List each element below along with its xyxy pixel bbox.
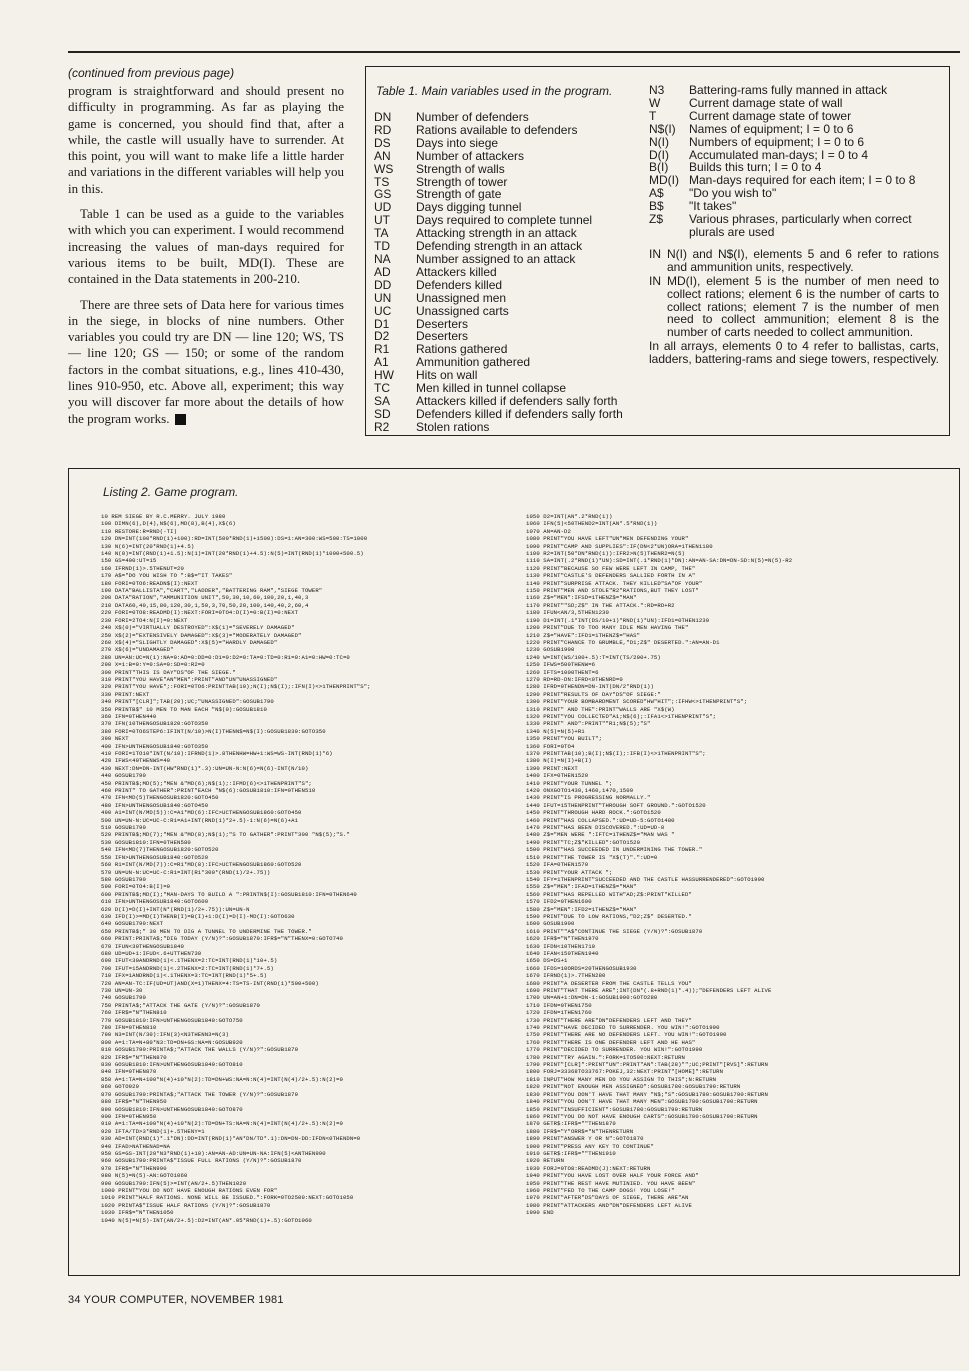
variable-description: Attackers killed if defenders sally forth bbox=[416, 393, 618, 408]
variable-row bbox=[374, 124, 639, 137]
variable-description: Defending strength in an attack bbox=[416, 239, 583, 254]
variable-name: MD(I) bbox=[649, 173, 679, 188]
listing-code-right: 1050 D2=INT(AN*.2*RND(1)) 1060 IFN(5)<50THEND2=INT(AN*.5*RND(1)) 1070 AN=AN-D2 1080 PRINT"YOU HAVE LEFT"UN"MEN DEFENDING YOUR" 1090 PRINT"CAMP AND SUPPLIES":IF(DN<2*UN)ORA=1THEN1180 1100 R2=INT(50*DN*RND(1)):IFR2>N(5)THENR2=N(5) 1110 SA=INT(.2*RND(1)*UN):SD=INT(.1*RND(1)*DN):AN=AN-SA:DN=DN-SD:N(5)=N(5)-R2 1120 PRINT"BECAUSE SO FEW WERE LEFT IN CAMP, THE" 1130 PRINT"CASTLE'S DEFENDERS SALLIED FORTH IN A" 1140 PRINT"SURPRISE ATTACK. THEY KILLED"SA"OF YOUR" 1150 PRINT"MEN AND STOLE"R2"RATIONS,BUT THEY LOST" 1160 Z$="MEN":IFSD=1THENZ$="MAN" 1170 PRINT""SD;Z$" IN THE ATTACK.":RD=RD+R2 1180 IFUN<AN/3,5THEN1230 1190 D1=INT(.1*INT(DS/10+1)*RND(1)*UN):IFD1=0THEN1230 1200 PRINT"DUE TO TOO MANY IDLE MEN HAVING THE" 1210 Z$="HAVE":IFD1=1THENZ$="HAS" 1220 PRINT"CHANCE TO GRUMBLE,"D1;Z$" DESERTED.":AN=AN-D1 1230 GOSUB1900 1240 W=INT(WS/100+.5):T=INT(TS/200+.75) 1250 IFWS=500THENW=6 1260 IFTS=1000THENT=6 1270 RD=RD-DN:IFRD<0THENRD=0 1280 IFRD=0THENDN=DN-INT(DN/2*RND(1)) 1290 PRINT"RESULTS OF DAY"DS"OF SIEGE:" 1300 PRINT"YOUR BOMBARDMENT SCORED"HW"HIT";:IFHW<>1THENPRINT"S"; 1310 PRINT" AND THE":PRINT"WALLS ARE "X$(W) 1320 PRINT"YOU COLLECTED"A1;N$(6);:IFA1<>1THENPRINT"S"; 1330 PRINT" AND":PRINT""R1;N$(5);"S" 1340 N(5)=N(5)+R1 1350 PRINT"YOU BUILT"; 1360 FORI=0TO4 1370 PRINTTAB(10);B(I);N$(I);:IFB(I)<>1THENPRINT"S"; 1380 N(I)=N(I)+B(I) 1390 PRINT:NEXT 1400 IFX=0THEN1520 1410 PRINT"YOUR TUNNEL "; 1420 ONXGOTO1430,1460,1470,1500 1430 PRINT"IS PROGRESSING NORMALLY." 1440 IFUT=15THENPRINT"THROUGH SOFT GROUND.":GOTO1520 1450 PRINT"THROUGH HARD ROCK.":GOTO1520 1460 PRINT"HAS COLLAPSED.":UD=UD-5:GOTO1480 1470 PRINT"HAS BEEN DISCOVERED.":UD=UD-8 1480 Z$="MEN WERE ":IFTC=1THENZ$="MAN WAS " 1490 PRINT"TC;Z$"KILLED":GOTO1520 1500 PRINT"HAS SUCCEEDED IN UNDERMINING THE TOWER." 1510 PRINT"THE TOWER IS "X$(T)".":UD=0 1520 IFA=0THEN1570 1530 PRINT"YOUR ATTACK "; 1540 IFY=1THENPRINT"SUCCEEDED AND THE CASTLE HASSURRENDERED":GOTO1990 1550 Z$="MEN":IFAD=1THENZ$="MAN" 1560 PRINT"HAS REPELLED WITH"AD;Z$:PRINT"KILLED" 1570 IFD2=0THEN1600 1580 Z$="MEN":IFD2=1THENZ$="MAN" 1590 PRINT"DUE TO LOW RATIONS,"D2;Z$" DESERTED." 1600 GOSUB1900 1610 PRINT""A$"CONTINUE THE SIEGE (Y/N)?":GOSUB1870 1620 IFR$="N"THEN1970 1630 IFDN<10THEN1710 1640 IFAN<150THEN1940 1650 DS=DS+1 1660 IFDS=10ORDS=20THENGOSUB1930 1670 IFRND(1)>.7THEN280 1680 PRINT"A DESERTER FROM THE CASTLE TELLS YOU" 1690 PRINT"THAT THERE ARE";INT(DN*(.8+RND(1)*.4));"DEFENDERS LEFT ALIVE 1700 UN=AN+1:DN=DN-1:GOSUB1900:GOTO280 1710 IFDN=0THEN1750 1720 IFDN=1THEN1760 1730 PRINT"THERE ARE"DN"DEFENDERS LEFT AND THEY" 1740 PRINT"HAVE DECIDED TO SURRENDER. YOU WIN!":GOTO1990 1750 PRINT"THERE ARE NO DEFENDERS LEFT. YOU WIN!":GOTO1990 1760 PRINT"THERE IS ONE DEFENDER LEFT AND HE HAS" 1770 PRINT"DECIDED TO SURRENDER. YOU WIN!":GOTO1990 1780 PRINT"TRY AGAIN.":FORK=1TO500:NEXT:RETURN 1790 PRINT"[CLR]":PRINT"UN":PRINT"AN":TAB(28)"";UC;PRINT"[RVS]":RETURN 1800 FORJ=33368TO33767:POKEJ,32:NEXT:PRINT"[HOME]":RETURN 1810 INPUT"HOW MANY MEN DO YOU ASSIGN TO THIS";N:RETURN 1820 PRINT"NOT ENOUGH MEN ASSIGNED":GOSUB1780:GOSUB1790:RETURN 1830 PRINT"YOU DON'T HAVE THAT MANY "N$;"S":GOSUB1780:GOSUB1790:RETURN 1840 PRINT"YOU DON'T HAVE THAT MANY MEN":GOSUB1780:GOSUB1790:RETURN 1850 PRINT"INSUFFICIENT":GOSUB1780:GOSUB1790:RETURN 1860 PRINT"YOU DO NOT HAVE ENOUGH CARTS":GOSUB1780:GOSUB1790:RETURN 1870 GETR$:IFR$=""THEN1870 1880 IFR$="Y"ORR$="N"THENRETURN 1890 PRINT"ANSWER Y OR N":GOTO1870 1900 PRINT"PRESS ANY KEY TO CONTINUE" 1910 GETR$:IFR$=""THEN1910 1920 RETURN 1930 FORJ=0TO8:READMD(J):NEXT:RETURN 1940 PRINT"YOU HAVE LOST OVER HALF YOUR FORCE AND" 1950 PRINT"THE REST HAVE MUTINIED. YOU HAVE BEEN" 1960 PRINT"FED TO THE CAMP DOGS! YOU LOSE!" 1970 PRINT"AFTER"DS"DAYS OF SIEGE, THERE ARE"AN 1980 PRINT"ATTACKERS AND"DN"DEFENDERS LEFT ALIVE 1990 END bbox=[526, 513, 793, 1217]
variable-description: Men killed in tunnel collapse bbox=[416, 381, 567, 396]
variable-description: Days required to complete tunnel bbox=[416, 213, 593, 228]
variable-description: Deserters bbox=[416, 316, 469, 331]
listing-code-left: 10 REM SIEGE BY R.C.MERRY. JULY 1980 100 DIMN(6),D(4),N$(6),MD(8),B(4),X$(6) 110 RESTORE:R=RND(-TI) 120 DN=INT(100*RND(1)+100):RD=INT(500*RND(1)+1500):DS=1:AN=300:WS=500:TS=1000 130 N(6)=INT(20*RND(1)+4.5) 140 N(0)=INT(RND(1)+1.5):N(1)=INT(20*RND(1)+4.5):N(5)=INT(RND(1)*1000+500.5) 150 GS=400:UT=15 160 IFRND(1)>.5THENUT=20 170 A$="DO YOU WISH TO ":B$="IT TAKES" 180 FORI=0TO6:READN$(I):NEXT 190 DATA"BALLISTA","CART","LADDER","BATTERING RAM","SIEGE TOWER" 200 DATA"RATION","AMMUNITION UNIT",50,30,10,60,100,20,1,40,3 210 DATA60,40,15,80,120,30,1,50,3,70,50,20,100,140,40,2,60,4 220 FORI=0TO8:READMD(I):NEXT:FORI=0TO4:D(I)=0:B(I)=0:NEXT 230 FORI=2TO4:N(I)=0:NEXT 240 X$(0)="VIRTUALLY DESTROYED":X$(1)="SEVERELY DAMAGED" 250 X$(2)="EXTENSIVELY DAMAGED":X$(3)="MODERATELY DAMAGED" 260 X$(4)="SLIGHTLY DAMAGED":X$(5)="HARDLY DAMAGED" 270 X$(6)="UNDAMAGED" 280 UN=AN:UC=N(1):NA=0:AD=0:DD=0:D1=0:D2=0:TA=0:TD=0:R1=0:A1=0:HW=0:TC=0 290 X=1:B=0:Y=0:SA=0:SD=0:R2=0 300 PRINT"THIS IS DAY"DS"OF THE SIEGE." 310 PRINT"YOU HAVE"AN"MEN":PRINT"AND"UN"UNASSIGNED" 320 PRINT"YOU HAVE";:FORI=0TO6:PRINTTAB(10);N(I);N$(I);:IFN(I)<>1THENPRINT"S"; 330 PRINT:NEXT 340 PRINT"[CLR]";TAB(20);UC;"UNASSIGNED":GOSUB1790 350 PRINTB$" 10 MEN TO MAN EACH "N$(0):GOSUB1810 360 IFN=0THEN440 370 IFN(10THENGOSUB1820:GOTO350 380 FORI=0TO6STEP6:IFINT(N/10)>N(I)THENN$=N$(I):GOSUB1830:GOTO350 390 NEXT 400 IFN>UNTHENGOSUB1840:GOTO350 410 FORI=1TO10*INT(N/10):IFRND(1)>.8THENHW=HW+1:WS=WS-INT(RND(1)*6) 420 IFWS<40THENWS=40 430 NEXT:DN=DN-INT(HW*RND(1)*.3):UN=UN-N:N(6)=N(6)-INT(N/10) 440 GOSUB1790 450 PRINTB$;MD(5);"MEN &"MD(6);N$(1);:IFMD(6)<>1THENPRINT"S"; 460 PRINT" TO GATHER":PRINT"EACH "N$(6):GOSUB1810:IFN=0THEN510 470 IFN<MD(5)THENGOSUB1820:GOTO450 480 IFN>UNTHENGOSUB1840:GOTO450 490 A1=INT(N/MD(5)):C=A1*MD(6):IFC>UCTHENGOSUB1860:GOTO450 500 UN=UN-N:UC=UC-C:R1=A1+INT(RND(1)*2+.5)-1:N(6)=N(6)+A1 510 GOSUB1790 520 PRINTB$;MD(7);"MEN &"MD(8);N$(1);"S TO GATHER":PRINT"300 "N$(5);"S." 530 GOSUB1810:IFN=0THEN580 540 IFN<MD(7)THENGOSUB1820:GOTO520 550 IFN>UNTHENGOSUB1840:GOTO520 560 R1=INT(N/MD(7)):C=R1*MD(8):IFC>UCTHENGOSUB1860:GOTO520 570 UN=UN-N:UC=UC-C:R1=INT(R1*300*(RND(1)/2+.75)) 580 GOSUB1790 590 FORI=0TO4:B(I)=0 600 PRINTB$;MD(I);"MAN-DAYS TO BUILD A ":PRINTN$(I):GOSUB1810:IFN=0THEN640 610 IFN>UNTHENGOSUB1840:GOTO600 620 D(I)=D(I)+INT(N*(RND(1)/2+.75)):UN=UN-N 630 IFD(I)>=MD(I)THENB(I)=B(I)+1:D(I)=D(I)-MD(I):GOTO630 640 GOSUB1790:NEXT 650 PRINTB$;" 30 MEN TO DIG A TUNNEL TO UNDERMINE THE TOWER." 660 PRINT:PRINTA$;"DIG TODAY (Y/N)?":GOSUB1870:IFR$="N"THENX=0:GOTO740 670 IFUN<30THENGOSUB1840 680 UD=UD+1:IFUD<.6+UTTHEN730 690 IFUT<30ANDRND(1)<.1THENX=2:TC=INT(RND(1)*10+.5) 700 IFUT=15ANDRND(1)<.2THENX=2:TC=INT(RND(1)*7+.5) 710 IFX=1ANDRND(1)<.1THENX=3:TC=INT(RND(1)*5+.5) 720 AN=AN-TC:IF(UD=UT)AND(X=1)THENX=4:TS=TS-INT(RND(1)*500+500) 730 UN=UN-30 740 GOSUB1790 750 PRINTA$;"ATTACK THE GATE (Y/N)?":GOSUB1870 760 IFR$="N"THEN810 770 GOSUB1810:IFN>UNTHENGOSUB1840:GOTO750 780 IFN=0THEN810 790 N3=INT(N/30):IFN(3)<N3THENN3=N(3) 800 A=1:TA=N+80*N3:TD=DN+GS:NA=N:GOSUB920 810 GOSUB1790:PRINTA$;"ATTACK THE WALLS (Y/N)?":GOSUB1870 820 IFR$="N"THEN870 830 GOSUB1810:IFN>UNTHENGOSUB1840:GOTO810 840 IFN=0THEN870 850 A=1:TA=N+100*N(4)+10*N(2):TD=DN+WS:NA=N:N(4)=INT(N(4)/2+.5):N(2)=0 860 GOTO920 870 GOSUB1790:PRINTA$;"ATTACK THE TOWER (Y/N)?":GOSUB1870 880 IFR$="N"THEN950 890 GOSUB1810:IFN>UNTHENGOSUB1840:GOTO870 900 IFN=0THEN950 910 A=1:TA=N+100*N(4)+10*N(2):TD=DN+TS:NA=N:N(4)=INT(N(4)/2+.5):N(2)=0 920 IFTA/TD>3*RND(1)+.5THENY=1 930 AD=INT(RND(1)*.1*DN):DD=INT(RND(1)*AN*DN/TD*.1):DN=DN-DD:IFDN<0THENDN=0 940 IFAD>NATHENAD=NA 950 GS=GS-INT(20*N3*RND(1)+10):AN=AN-AD:UN=UN-NA:IFN(5)<ANTHEN990 960 GOSUB1790:PRINTA$"ISSUE FULL RATIONS (Y/N)?":GOSUB1870 970 IFR$="N"THEN990 980 N(5)=N(5)-AN:GOTO1060 990 GOSUB1790:IFN(5)>=INT(AN/2+.5)THEN1020 1000 PRINT"YOU DO NOT HAVE ENOUGH RATIONS EVEN FOR" 1010 PRINT"HALF RATIONS. NONE WILL BE ISSUED.":FORK=0TO2500:NEXT:GOTO1050 1020 PRINTA$"ISSUE HALF RATIONS (Y/N)?":GOSUB1870 1030 IFR$="N"THEN1050 1040 N(5)=N(5)-INT(AN/2+.5):D2=INT(AN*.05*RND(1)+.5):GOTO1060 bbox=[101, 513, 371, 1224]
variable-row bbox=[649, 213, 939, 239]
variable-row bbox=[649, 123, 939, 136]
variable-name: UD bbox=[374, 200, 392, 215]
variable-description: Number assigned to an attack bbox=[416, 251, 576, 266]
variable-description: Defenders killed bbox=[416, 277, 503, 292]
variable-row bbox=[374, 163, 639, 176]
variable-description: Battering-rams fully manned in attack bbox=[689, 83, 888, 97]
note-text: In all arrays, elements 0 to 4 refer to ballistas, carts, ladders, battering-rams and siege towers, respectively. bbox=[649, 339, 939, 367]
variable-row bbox=[649, 84, 939, 97]
variable-row bbox=[374, 137, 639, 150]
variable-name: DS bbox=[374, 135, 391, 150]
variable-row bbox=[374, 318, 639, 331]
variable-name: RD bbox=[374, 122, 392, 137]
article-paragraph-text: There are three sets of Data here for various times in the siege, in blocks of nine numbers. Other variables you could try are DN — line 120; WS, TS — line 120; GS — 150; or some of the random factors in the combat situations, e.g., lines 410-430, lines 910-950, etc. Above all, experiment; this way you will discover far more about the details of how the program works. bbox=[68, 296, 344, 426]
variable-name: GS bbox=[374, 187, 392, 202]
variable-name: D(I) bbox=[649, 147, 669, 162]
variables-table bbox=[365, 66, 950, 436]
variable-description: Unassigned carts bbox=[416, 303, 509, 318]
table-title: Table 1. Main variables used in the program. bbox=[376, 84, 613, 98]
variables-right-list bbox=[649, 84, 939, 239]
variable-description: Strength of walls bbox=[416, 161, 505, 176]
variable-name: TA bbox=[374, 226, 389, 241]
article-paragraph: program is straightforward and should present no difficulty in programming. As far as playing the game is concerned, you should find that, after a while, the castle will usually have to surrender. At this point, you will want to make life a little harder and variations in the different variables will help you in this. bbox=[68, 83, 344, 196]
variable-description: Number of attackers bbox=[416, 148, 525, 163]
variable-description: Days digging tunnel bbox=[416, 200, 522, 215]
variable-row bbox=[374, 382, 639, 395]
variable-row bbox=[374, 305, 639, 318]
variable-description: Accumulated man-days; I = 0 to 4 bbox=[689, 147, 869, 162]
variable-name: B$ bbox=[649, 199, 664, 214]
variable-name: A$ bbox=[649, 186, 664, 201]
variable-name: B(I) bbox=[649, 160, 669, 175]
article-paragraph: Table 1 can be used as a guide to the variables with which you can experiment. I would recommend increasing the values of man-days required for various items to be built, MD(I). These are contained in the Data statements in 200-210. bbox=[68, 206, 344, 287]
variable-row bbox=[649, 136, 939, 149]
top-rule bbox=[68, 51, 960, 53]
variable-row bbox=[374, 150, 639, 163]
variable-name: D2 bbox=[374, 329, 390, 344]
table-note bbox=[649, 340, 939, 366]
variable-row bbox=[374, 395, 639, 408]
variable-description: Rations gathered bbox=[416, 342, 508, 357]
variable-description: "Do you wish to" bbox=[689, 186, 777, 201]
variable-name: R1 bbox=[374, 342, 390, 357]
note-text: N(I) and N$(I), elements 5 and 6 refer to rations and ammunition units, respectively. bbox=[667, 246, 939, 274]
variable-row bbox=[649, 97, 939, 110]
variable-description: Attacking strength in an attack bbox=[416, 226, 577, 241]
table-notes bbox=[649, 248, 939, 366]
variable-name: AD bbox=[374, 264, 391, 279]
variable-name: UT bbox=[374, 213, 390, 228]
variable-name: UC bbox=[374, 303, 392, 318]
variable-description: Strength of gate bbox=[416, 187, 502, 202]
variable-row bbox=[374, 266, 639, 279]
variable-description: Numbers of equipment; I = 0 to 6 bbox=[689, 134, 865, 149]
variable-row bbox=[374, 111, 639, 124]
end-of-article-mark bbox=[175, 414, 186, 425]
variable-name: HW bbox=[374, 368, 394, 383]
variable-row bbox=[649, 110, 939, 123]
variable-name: TS bbox=[374, 174, 390, 189]
variable-description: Ammunition gathered bbox=[416, 355, 531, 370]
variable-row bbox=[374, 356, 639, 369]
variable-description: Hits on wall bbox=[416, 368, 478, 383]
variable-description: Days into siege bbox=[416, 135, 499, 150]
variable-description: Stolen rations bbox=[416, 419, 490, 434]
article-body bbox=[68, 83, 344, 427]
variable-description: Attackers killed bbox=[416, 264, 497, 279]
variable-name: NA bbox=[374, 251, 391, 266]
variable-name: TC bbox=[374, 381, 390, 396]
variable-name: R2 bbox=[374, 419, 390, 434]
variable-description: Current damage state of wall bbox=[689, 95, 843, 110]
note-text: MD(I), element 5 is the number of men need to collect rations; element 6 is the number of carts to collect rations; element 7 is the number of men need to collect ammunition; element 8 is the number of carts needed to collect ammunition. bbox=[667, 273, 939, 340]
variable-description: Unassigned men bbox=[416, 290, 507, 305]
variable-name: WS bbox=[374, 161, 394, 176]
variable-name: SD bbox=[374, 406, 391, 421]
variable-name: TD bbox=[374, 239, 390, 254]
variables-right-column bbox=[649, 84, 939, 367]
variable-name: N(I) bbox=[649, 134, 669, 149]
variable-row bbox=[374, 279, 639, 292]
variable-name: UN bbox=[374, 290, 392, 305]
page-footer: 34 YOUR COMPUTER, NOVEMBER 1981 bbox=[68, 1294, 284, 1306]
variable-description: Deserters bbox=[416, 329, 469, 344]
table-note bbox=[649, 248, 939, 274]
variable-row bbox=[374, 421, 639, 434]
variables-left-column bbox=[374, 111, 639, 434]
variable-row bbox=[374, 253, 639, 266]
variable-description: Strength of tower bbox=[416, 174, 508, 189]
variable-row bbox=[374, 408, 639, 421]
variable-description: Rations available to defenders bbox=[416, 122, 578, 137]
article-paragraph bbox=[68, 297, 344, 427]
variable-name: Z$ bbox=[649, 212, 664, 227]
variable-row bbox=[374, 292, 639, 305]
variable-name: DD bbox=[374, 277, 392, 292]
listing-title: Listing 2. Game program. bbox=[103, 485, 239, 499]
variable-description: Current damage state of tower bbox=[689, 108, 852, 123]
note-prefix: IN bbox=[649, 246, 661, 261]
variable-name: T bbox=[649, 108, 657, 123]
variable-description: Man-days required for each item; I = 0 to 8 bbox=[689, 173, 916, 188]
table-note bbox=[649, 275, 939, 340]
variable-description: Number of defenders bbox=[416, 110, 529, 124]
variable-name: SA bbox=[374, 393, 391, 408]
variable-name: D1 bbox=[374, 316, 390, 331]
variable-name: A1 bbox=[374, 355, 389, 370]
variable-description: Defenders killed if defenders sally forth bbox=[416, 406, 623, 421]
variable-row bbox=[374, 176, 639, 189]
variable-description: Names of equipment; I = 0 to 6 bbox=[689, 121, 854, 136]
note-prefix: IN bbox=[649, 273, 661, 288]
variable-description: "It takes" bbox=[689, 199, 737, 214]
variable-name: N3 bbox=[649, 83, 665, 97]
variable-description: Builds this turn; I = 0 to 4 bbox=[689, 160, 822, 175]
variable-name: AN bbox=[374, 148, 391, 163]
variable-name: N$(I) bbox=[649, 121, 676, 136]
variable-name: DN bbox=[374, 110, 392, 124]
variable-name: W bbox=[649, 95, 661, 110]
program-listing bbox=[68, 468, 960, 1276]
variable-description: Various phrases, particularly when correct plurals are used bbox=[689, 212, 912, 239]
continued-note: (continued from previous page) bbox=[68, 66, 235, 80]
